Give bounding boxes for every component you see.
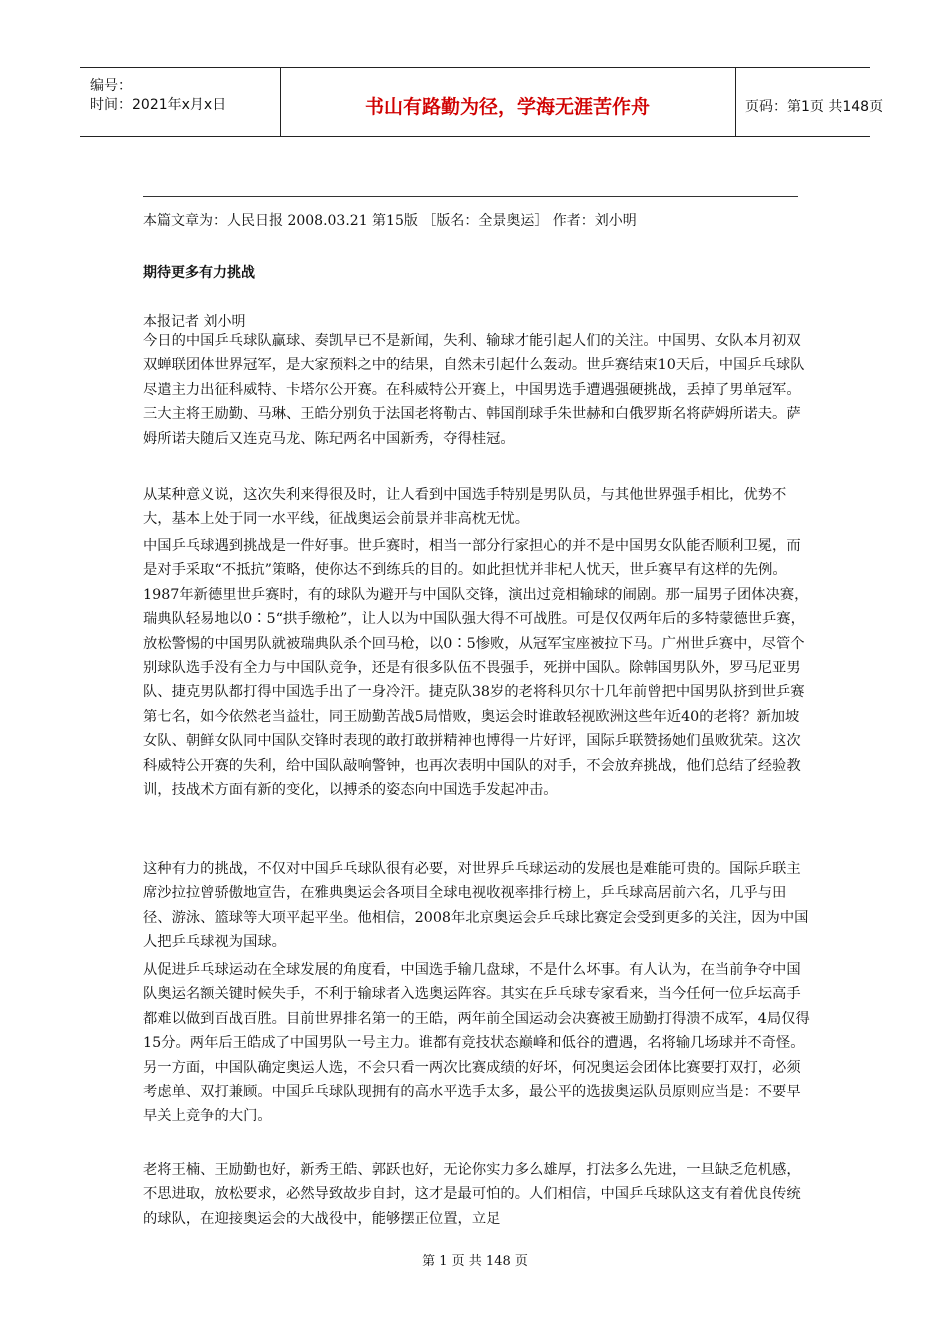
article-paragraph: 中国乒乓球遇到挑战是一件好事。世乒赛时，相当一部分行家担心的并不是中国男女队能否顺利卫冕，而是对手采取“不抵抗”策略，使你达不到练兵的目的。如此担忧并非杞人忧天，世乒赛早有这样的先例。1987年新德里世乒赛时，有的球队为避开与中国队交锋，演出过竞相输球的闹剧。那一届男子团体决赛，瑞典队轻易地以0∶5“拱手缴枪”，让人以为中国队强大得不可战胜。可是仅仅两年后的多特蒙德世乒赛，放松警惕的中国男队就被瑞典队杀个回马枪，以0∶5惨败，从冠军宝座被拉下马。广州世乒赛中，尽管个别球队选手没有全力与中国队竞争，还是有很多队伍不畏强手，死拼中国队。除韩国男队外，罗马尼亚男队、捷克男队都打得中国选手出了一身冷汗。捷克队38岁的老将科贝尔十几年前曾把中国男队挤到世乒赛第七名，如今依然老当益壮，同王励勤苦战5局惜败，奥运会时谁敢轻视欧洲这些年近40的老将？新加坡女队、朝鲜女队同中国队交锋时表现的敢打敢拼精神也博得一片好评，国际乒联赞扬她们虽败犹荣。这次科威特公开赛的失利，给中国队敲响警钟，也再次表明中国队的对手，不会放弃挑战，他们总结了经验教训，技战术方面有新的变化，以搏杀的姿态向中国选手发起冲击。	[143, 538, 809, 799]
article-paragraph: 老将王楠、王励勤也好，新秀王皓、郭跃也好，无论你实力多么雄厚，打法多么先进，一旦缺乏危机感，不思进取，放松要求，必然导致故步自封，这才是最可怕的。人们相信，中国乒乓球队这支有着优良传统的球队，在迎接奥运会的大战役中，能够摆正位置，立足	[143, 1162, 801, 1227]
header-page-info: 页码：第1页 共148页	[745, 99, 884, 115]
header-motto-cell	[280, 68, 736, 136]
header-number-label: 编号：	[90, 78, 132, 94]
top-divider	[143, 196, 798, 197]
article-paragraph: 从促进乒乓球运动在全球发展的角度看，中国选手输几盘球，不是什么坏事。有人认为，在当前争夺中国队奥运名额关键时候失手，不利于输球者入选奥运阵容。其实在乒乓球专家看来，当今任何一位乒坛高手都难以做到百战百胜。目前世界排名第一的王皓，两年前全国运动会决赛被王励勤打得溃不成军，4局仅得15分。两年后王皓成了中国男队一号主力。谁都有竞技状态巅峰和低谷的遭遇，名将输几场球并不奇怪。另一方面，中国队确定奥运人选，不会只看一两次比赛成绩的好坏，何况奥运会团体比赛要打双打，必须考虑单、双打兼顾。中国乒乓球队现拥有的高水平选手太多，最公平的选拔奥运队员原则应当是：不要早早关上竞争的大门。	[143, 962, 810, 1125]
article-paragraph: 从某种意义说，这次失利来得很及时，让人看到中国选手特别是男队员，与其他世界强手相比，优势不大，基本上处于同一水平线，征战奥运会前景并非高枕无忧。	[143, 487, 787, 528]
header-time-label: 时间：2021年x月x日	[90, 97, 227, 113]
article-title: 期待更多有力挑战	[143, 265, 255, 281]
article-paragraph: 这种有力的挑战，不仅对中国乒乓球队很有必要，对世界乒乓球运动的发展也是难能可贵的。国际乒联主席沙拉拉曾骄傲地宣告，在雅典奥运会各项目全球电视收视率排行榜上，乒乓球高居前六名，几乎与田径、游泳、篮球等大项平起平坐。他相信，2008年北京奥运会乒乓球比赛定会受到更多的关注，因为中国人把乒乓球视为国球。	[143, 861, 809, 951]
header-page-cell	[735, 68, 884, 136]
article-byline: 本报记者 刘小明	[143, 314, 246, 330]
article-source-line: 本篇文章为：人民日报 2008.03.21 第15版 ［版名：全景奥运］ 作者：刘小明	[143, 213, 637, 229]
page-footer: 第 1 页 共 148 页	[422, 1254, 528, 1269]
article-paragraph: 今日的中国乒乓球队赢球、奏凯早已不是新闻，失利、输球才能引起人们的关注。中国男、女队本月初双双蝉联团体世界冠军，是大家预料之中的结果，自然未引起什么轰动。世乒赛结束10天后，中国乒乓球队尽遣主力出征科威特、卡塔尔公开赛。在科威特公开赛上，中国男选手遭遇强硬挑战，丢掉了男单冠军。三大主将王励勤、马琳、王皓分别负于法国老将勒古、韩国削球手朱世赫和白俄罗斯名将萨姆所诺夫。萨姆所诺夫随后又连克马龙、陈玘两名中国新秀，夺得桂冠。	[143, 333, 805, 447]
document-header	[80, 67, 884, 137]
header-motto: 书山有路勤为径，学海无涯苦作舟	[364, 96, 650, 118]
header-meta-cell	[80, 68, 281, 136]
